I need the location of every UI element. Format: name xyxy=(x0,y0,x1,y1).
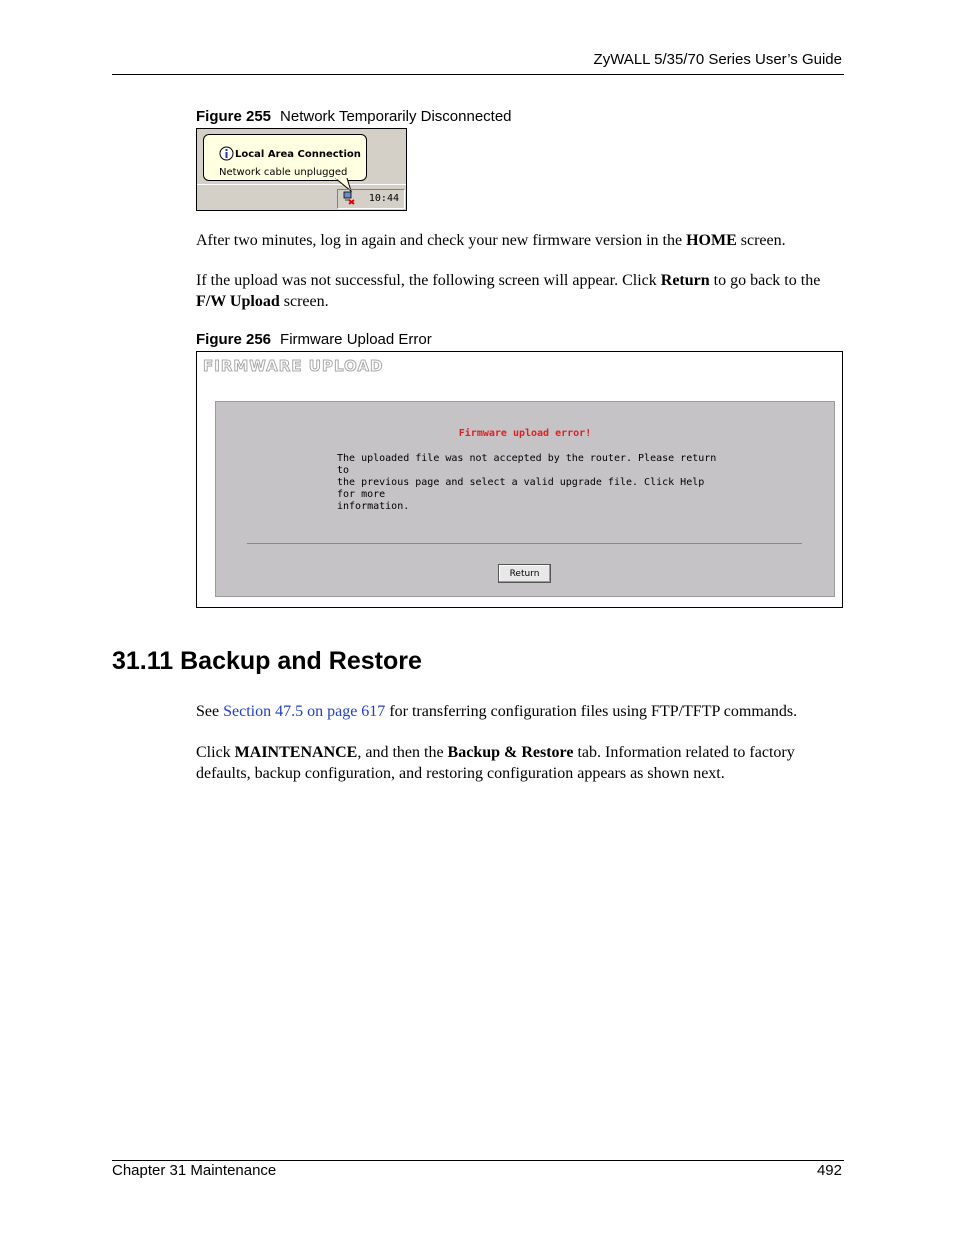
error-heading: Firmware upload error! xyxy=(458,428,592,439)
para1-text-1: After two minutes, log in again and check your new firmware version in the xyxy=(196,232,687,249)
figure-256-screenshot xyxy=(196,351,843,608)
system-tray xyxy=(337,189,405,209)
figure-256-caption xyxy=(196,331,432,348)
paragraph-click-maintenance xyxy=(196,742,846,784)
error-message-line-3: information. xyxy=(337,501,410,512)
paragraph-check-firmware xyxy=(196,230,846,251)
taskbar-edge xyxy=(197,184,406,185)
paragraph-see-section xyxy=(196,701,856,722)
figure-255-label: Figure 255 xyxy=(196,108,272,125)
para1-text-2: screen. xyxy=(736,232,786,249)
para3-text-2: for transferring configuration files using FTP/TFTP commands. xyxy=(385,703,798,720)
para2-bold-fw-upload: F/W Upload xyxy=(196,293,280,310)
section-heading: 31.11 Backup and Restore xyxy=(112,647,422,675)
running-header: ZyWALL 5/35/70 Series User’s Guide xyxy=(593,51,842,68)
footer-chapter: Chapter 31 Maintenance xyxy=(112,1162,277,1179)
firmware-upload-title: FIRMWARE UPLOAD xyxy=(203,357,384,375)
error-message-line-1: The uploaded file was not accepted by the router. Please return to xyxy=(337,453,717,476)
figure-255-caption xyxy=(196,108,512,125)
error-panel xyxy=(215,401,835,597)
para2-bold-return: Return xyxy=(660,272,710,289)
para4-text-2: , and then the xyxy=(357,744,448,761)
panel-divider xyxy=(247,543,802,544)
figure-256-title: Firmware Upload Error xyxy=(280,331,432,348)
error-message xyxy=(337,453,727,513)
para4-text-3: tab. Information related to factory defaults, backup configuration, and restoring configuration appears as shown next. xyxy=(196,744,795,782)
footer-page-number: 492 xyxy=(816,1162,842,1179)
section-link[interactable]: Section 47.5 on page 617 xyxy=(223,703,386,720)
figure-256-label: Figure 256 xyxy=(196,331,272,348)
para3-text-1: See xyxy=(196,703,224,720)
para4-text-1: Click xyxy=(196,744,235,761)
balloon-title: Local Area Connection xyxy=(235,149,361,160)
network-disconnected-icon[interactable] xyxy=(343,191,355,205)
info-icon xyxy=(219,146,234,161)
error-message-line-2: the previous page and select a valid upgrade file. Click Help for more xyxy=(337,477,705,500)
para4-bold-maintenance: MAINTENANCE xyxy=(234,744,358,761)
return-button[interactable]: Return xyxy=(498,564,551,583)
para2-text-3: screen. xyxy=(279,293,329,310)
notification-balloon xyxy=(203,134,367,181)
figure-255-screenshot xyxy=(196,128,407,211)
para1-bold-home: HOME xyxy=(686,232,737,249)
para4-bold-backup-restore: Backup & Restore xyxy=(447,744,574,761)
footer-rule xyxy=(112,1160,844,1161)
para2-text-1: If the upload was not successful, the following screen will appear. Click xyxy=(196,272,661,289)
balloon-text: Network cable unplugged xyxy=(219,167,348,178)
tray-clock: 10:44 xyxy=(368,193,399,204)
para2-text-2: to go back to the xyxy=(709,272,821,289)
header-rule xyxy=(112,74,844,75)
figure-255-title: Network Temporarily Disconnected xyxy=(280,108,512,125)
paragraph-upload-failed xyxy=(196,270,846,312)
